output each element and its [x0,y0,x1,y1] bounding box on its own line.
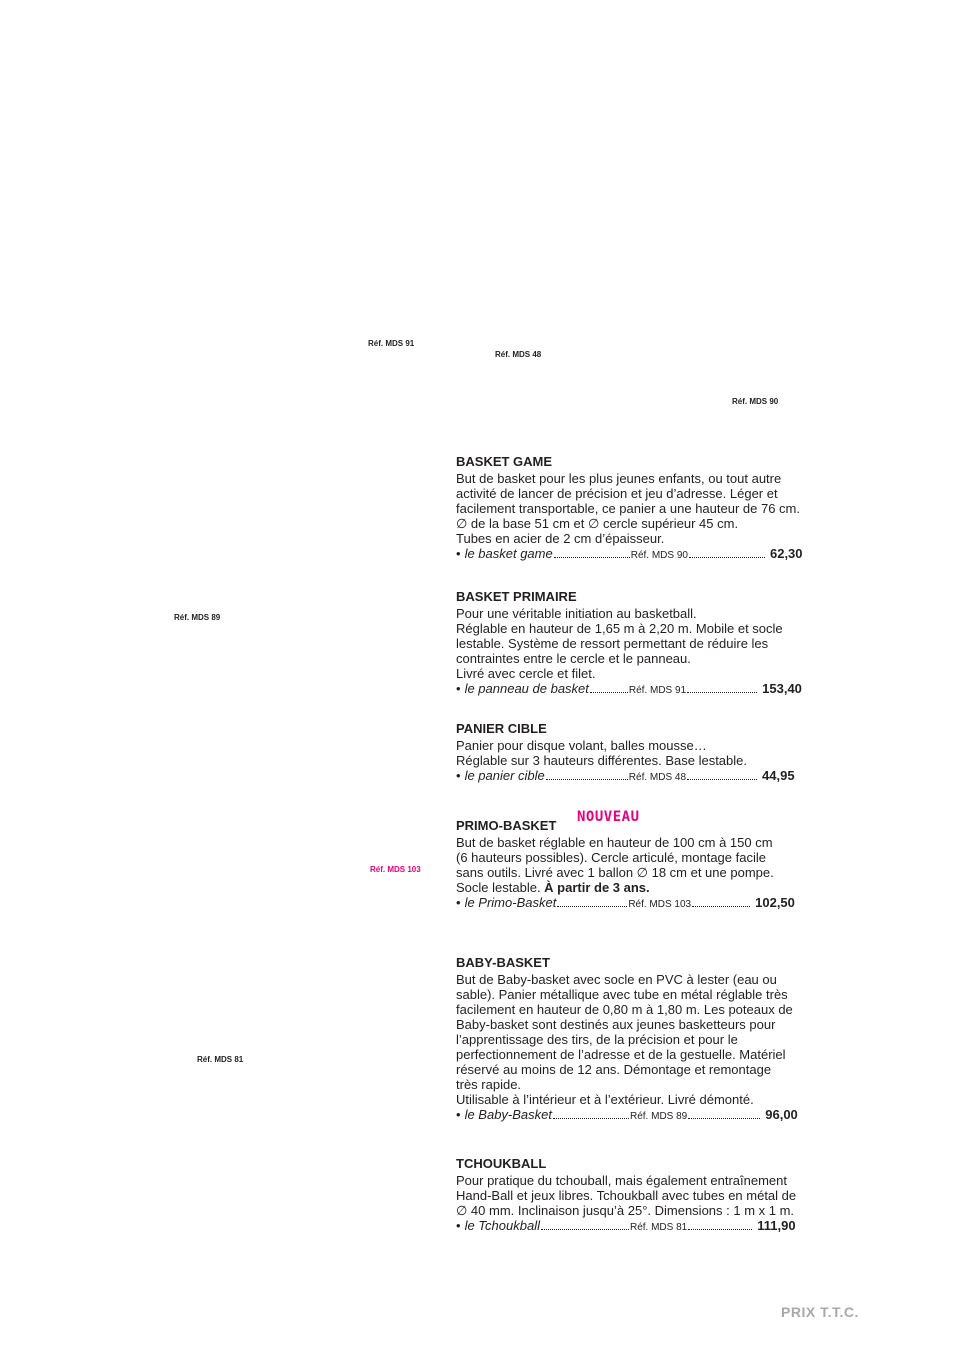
description-line: Réglable en hauteur de 1,65 m à 2,20 m. Mobile et socle [456,621,783,636]
description-line: sable). Panier métallique avec tube en métal réglable très [456,987,788,1002]
item-name: le panier cible [464,768,545,783]
leader-dots [546,769,628,780]
product-basket-game [456,454,831,564]
description-line: facilement en hauteur de 0,80 m à 1,80 m. Les poteaux de [456,1002,793,1017]
bullet-icon: • [456,1107,461,1122]
description-line: lestable. Système de ressort permettant de réduire les [456,636,769,651]
bullet-icon: • [456,895,461,910]
description-line: But de Baby-basket avec socle en PVC à lester (eau ou [456,972,777,987]
description-text: Socle lestable. [456,880,545,895]
item-name: le Baby-Basket [464,1107,552,1122]
leader-dots [687,769,757,780]
item-price: 153,40 [762,681,802,696]
bullet-icon: • [456,546,461,561]
image-ref-mds89: Réf. MDS 89 [174,613,221,622]
description-line: contraintes entre le cercle et le panneau. [456,651,691,666]
price-line [456,1107,831,1125]
description-line: ∅ de la base 51 cm et ∅ cercle supérieur 45 cm. [456,516,739,531]
description-line: sans outils. Livré avec 1 ballon ∅ 18 cm et une pompe. [456,865,774,880]
product-basket-primaire [456,589,831,699]
product-panier-cible [456,721,831,786]
item-price: 62,30 [769,546,803,561]
description-line: l’apprentissage des tirs, de la précision et pour le [456,1032,738,1047]
item-price: 102,50 [755,895,795,910]
leader-dots [557,896,627,907]
bullet-icon: • [456,1218,461,1233]
price-line [456,768,831,786]
image-ref-mds103: Réf. MDS 103 [370,865,421,874]
description-line: (6 hauteurs possibles). Cercle articulé, montage facile [456,850,766,865]
price-line [456,681,831,699]
product-title: BASKET PRIMAIRE [456,589,577,604]
description-line: très rapide. [456,1077,522,1092]
product-baby-basket [456,955,831,1125]
item-ref: Réf. MDS 89 [630,1111,688,1122]
price-line [456,546,831,564]
item-ref: Réf. MDS 48 [628,772,687,783]
leader-dots [689,547,765,558]
product-tchoukball [456,1156,831,1236]
description-line: réservé au moins de 12 ans. Démontage et remontage [456,1062,772,1077]
description-line: Baby-basket sont destinés aux jeunes basketteurs pour [456,1017,776,1032]
description-line: But de basket réglable en hauteur de 100 cm à 150 cm [456,835,773,850]
image-ref-mds91: Réf. MDS 91 [368,339,415,348]
description-line: Pour une véritable initiation au basketball. [456,606,697,621]
item-ref: Réf. MDS 90 [630,550,688,561]
item-price: 96,00 [765,1107,798,1122]
new-badge: NOUVEAU [577,809,640,825]
description-line: ∅ 40 mm. Inclinaison jusqu’à 25°. Dimensions : 1 m x 1 m. [456,1203,795,1218]
product-title: TCHOUKBALL [456,1156,547,1171]
product-title: PANIER CIBLE [456,721,547,736]
bullet-icon: • [456,681,461,696]
product-title: PRIMO-BASKET [456,818,557,833]
description-line: Livré avec cercle et filet. [456,666,596,681]
description-line: But de basket pour les plus jeunes enfants, ou tout autre [456,471,782,486]
leader-dots [688,1219,752,1230]
age-note: À partir de 3 ans. [544,880,650,895]
product-title: BABY-BASKET [456,955,550,970]
price-line [456,1218,831,1236]
description-line: Hand-Ball et jeux libres. Tchoukball avec tubes en métal de [456,1188,797,1203]
bullet-icon: • [456,768,461,783]
description-line: Panier pour disque volant, balles mousse… [456,738,707,753]
product-title: BASKET GAME [456,454,553,469]
description-line [456,880,831,895]
description-line: perfectionnement de l’adresse et de la gestuelle. Matériel [456,1047,786,1062]
image-ref-mds90: Réf. MDS 90 [732,397,779,406]
item-ref: Réf. MDS 103 [628,899,692,910]
item-name: le panneau de basket [464,681,589,696]
price-note-footer: PRIX T.T.C. [781,1304,859,1320]
price-line [456,895,831,913]
item-ref: Réf. MDS 81 [629,1222,688,1233]
leader-dots [687,682,757,693]
item-price: 111,90 [757,1218,796,1233]
item-ref: Réf. MDS 91 [628,685,687,696]
leader-dots [590,682,628,693]
description-line: Pour pratique du tchouball, mais également entraînement [456,1173,787,1188]
item-name: le Primo-Basket [464,895,557,910]
image-ref-mds81: Réf. MDS 81 [197,1055,244,1064]
description-line: Réglable sur 3 hauteurs différentes. Base lestable. [456,753,747,768]
description-line: Tubes en acier de 2 cm d’épaisseur. [456,531,665,546]
leader-dots [554,547,630,558]
item-price: 44,95 [762,768,795,783]
description-line: facilement transportable, ce panier a une hauteur de 76 cm. [456,501,800,516]
product-primo-basket [456,818,831,913]
leader-dots [688,1108,760,1119]
description-line: Utilisable à l’intérieur et à l’extérieur. Livré démonté. [456,1092,754,1107]
leader-dots [553,1108,629,1119]
image-ref-mds48: Réf. MDS 48 [495,350,542,359]
leader-dots [541,1219,629,1230]
description-line: activité de lancer de précision et jeu d’adresse. Léger et [456,486,778,501]
item-name: le basket game [464,546,553,561]
leader-dots [692,896,750,907]
item-name: le Tchoukball [464,1218,540,1233]
